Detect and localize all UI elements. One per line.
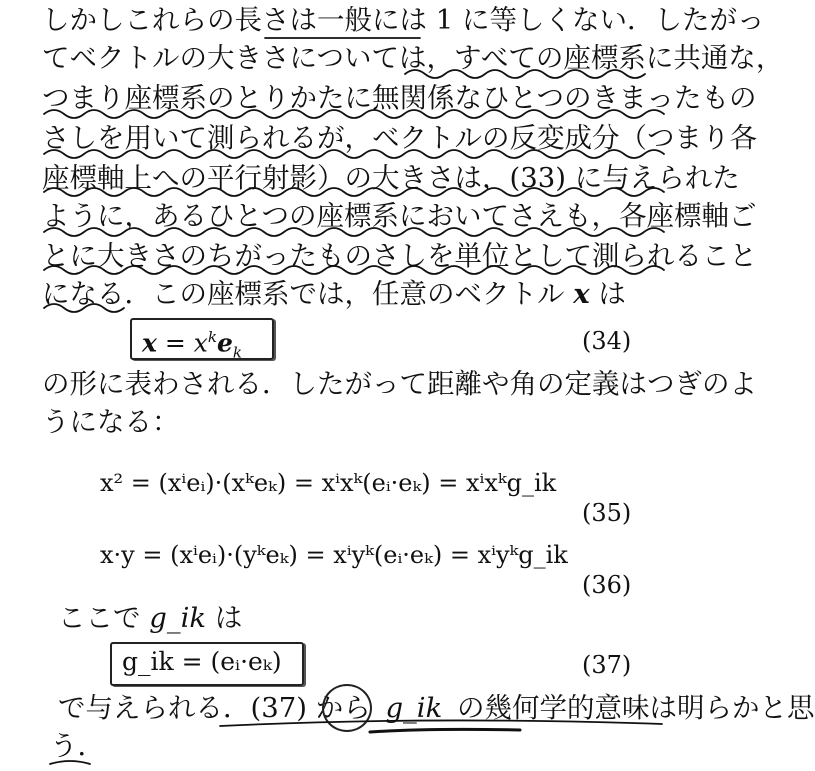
underline-final-1 (220, 720, 662, 726)
text-line-11: ここで g_ik は (58, 602, 243, 634)
wave-line-2 (405, 70, 645, 78)
eq37-number: (37) (582, 651, 632, 679)
eq35-number: (35) (582, 499, 632, 527)
text-line-7: とに大きさのちがったものさしを単位として測られること (42, 240, 757, 272)
wave-line-5 (44, 188, 664, 196)
wave-line-3 (44, 110, 664, 118)
eq36-number: (36) (582, 571, 632, 599)
vector-x-symbol: x (573, 278, 590, 310)
wave-line-8 (44, 304, 124, 312)
equation-34: $x = x^ke_k$ (142, 328, 242, 362)
wave-line-6 (44, 228, 664, 236)
equation-37: g_ik = (eᵢ·eₖ) (122, 647, 282, 676)
equation-35: x² = (xⁱeᵢ)·(xᵏeₖ) = xⁱxᵏ(eᵢ·eₖ) = xⁱxᵏg_ik (100, 469, 557, 497)
underline-final-bold (370, 729, 520, 732)
text-line-4: さしを用いて測られるが，ベクトルの反変成分（つまり各 (42, 122, 757, 154)
wave-line-7 (44, 266, 664, 274)
equation-36: x·y = (xⁱeᵢ)·(yᵏeₖ) = xⁱyᵏ(eᵢ·eₖ) = xⁱyᵏg_ik (100, 541, 568, 569)
text-line-1: しかしこれらの長さは一般には 1 に等しくない．したがっ (42, 4, 765, 36)
text-line-12: で与えられる．(37) から g_ik の幾何学的意味は明らかと思 (58, 692, 815, 724)
text-line-13: う． (50, 730, 105, 762)
text-line-2: てベクトルの大きさについては，すべての座標系に共通な， (42, 42, 784, 74)
g-ik-circled-symbol: g_ik (385, 692, 443, 724)
text-line-10: うになる： (42, 406, 180, 438)
text-line-6: ように，あるひとつの座標系においてさえも，各座標軸ご (42, 200, 757, 232)
underline-final-2 (50, 761, 90, 764)
text-line-5: 座標軸上への平行射影）の大きさは，(33) に与えられた (42, 162, 740, 194)
text-line-8: になる．この座標系では，任意のベクトル x は (42, 278, 626, 310)
wave-line-4 (44, 150, 664, 158)
g-ik-symbol: g_ik (149, 602, 207, 634)
text-line-9: の形に表わされる．したがって距離や角の定義はつぎのよ (42, 368, 757, 400)
text-line-3: つまり座標系のとりかたに無関係なひとつのきまったもの (42, 82, 757, 114)
eq34-number: (34) (582, 327, 632, 355)
